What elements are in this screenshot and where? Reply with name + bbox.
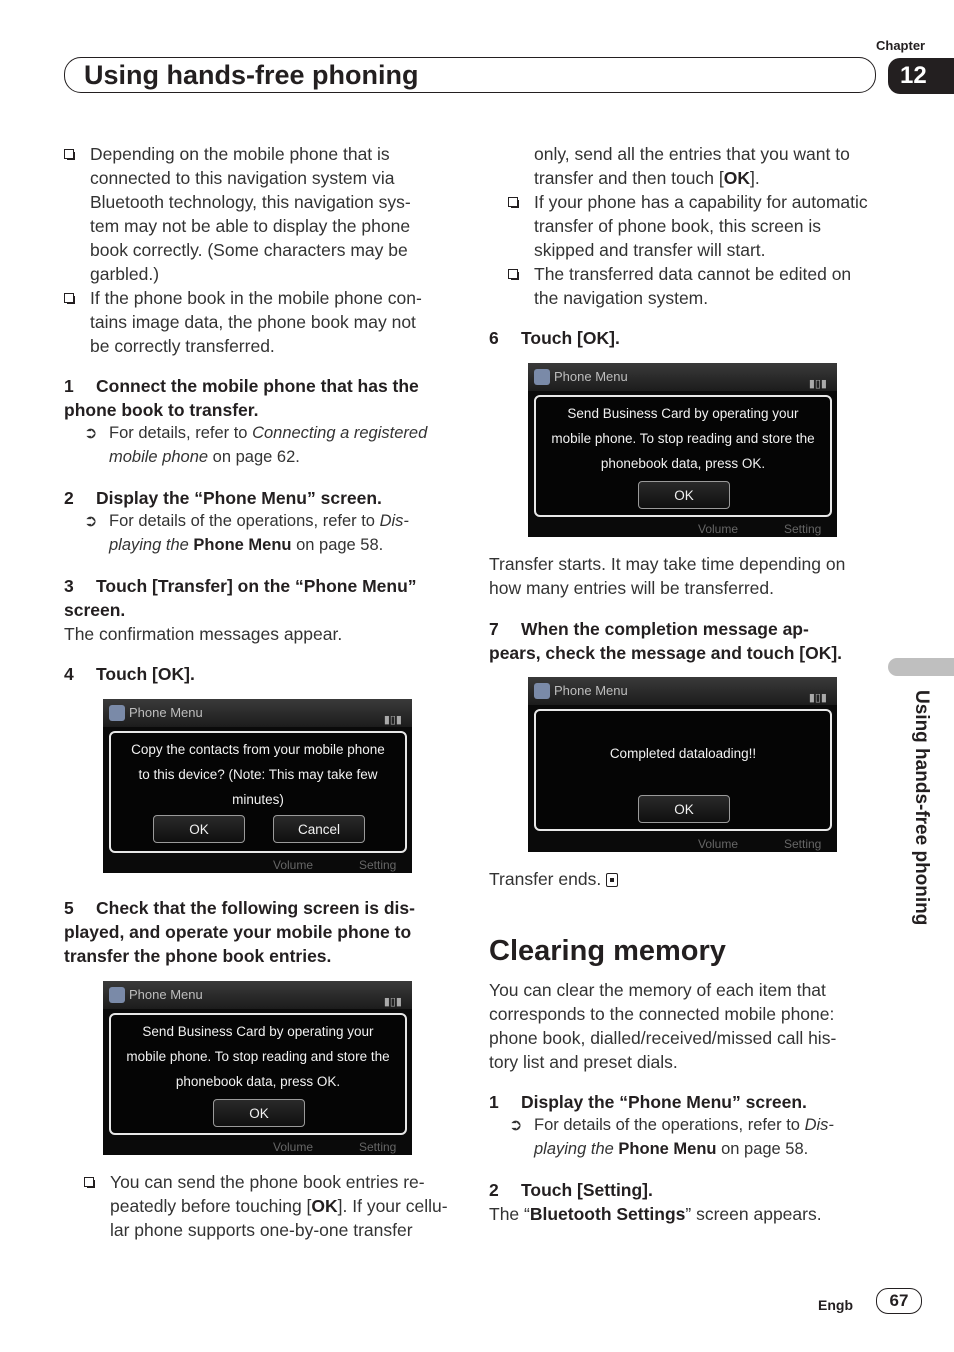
info-dialog: Send Business Card by operating your mobile phone. To stop reading and store the phonebook data, press OK. OK xyxy=(534,395,832,517)
checkbox-bullet-icon xyxy=(84,1177,94,1187)
chapter-number: 12 xyxy=(888,58,954,94)
ok-button[interactable]: OK xyxy=(153,815,245,843)
screen-footer: Volume Setting xyxy=(698,522,822,536)
phone-icon xyxy=(109,705,125,721)
end-mark-icon xyxy=(606,873,618,887)
clear-step-2: 2 Touch [Setting]. xyxy=(489,1180,653,1200)
step-6-body: Transfer starts. It may take time depending on how many entries will be transferred. xyxy=(489,554,846,598)
clear-step-1: 1 Display the “Phone Menu” screen. xyxy=(489,1092,807,1112)
screenshot-send-business-card xyxy=(103,981,412,1155)
phone-icon xyxy=(534,683,550,699)
signal-battery-icon: ▮▯▮ xyxy=(383,714,402,726)
checkbox-bullet-icon xyxy=(508,197,518,207)
side-section-label: Using hands-free phoning xyxy=(911,690,932,926)
step-1: 1 Connect the mobile phone that has the phone book to transfer. xyxy=(64,376,419,420)
ok-button[interactable]: OK xyxy=(213,1099,305,1127)
info-dialog: Send Business Card by operating your mobile phone. To stop reading and store the phonebook data, press OK. OK xyxy=(109,1013,407,1135)
checkbox-bullet-icon xyxy=(508,269,518,279)
step-2: 2 Display the “Phone Menu” screen. xyxy=(64,488,382,508)
step-2-reference: ➲ For details of the operations, refer to Dis- playing the Phone Menu on page 58. xyxy=(84,512,409,554)
screen-footer: Volume Setting xyxy=(273,1140,397,1154)
note-display-issue: Depending on the mobile phone that is connected to this navigation system via Bluetooth technology, this navigation sys- tem may not be able to display the phone book correctly. (Some characters may be garbled.) If the phone book in the mobile phone con- tains image data, the phone book may not be correctly transferred. xyxy=(64,142,464,358)
section-title: Clearing memory xyxy=(489,935,726,967)
screen-title-bar: Phone Menu ▮▯▮ xyxy=(103,699,412,727)
signal-battery-icon: ▮▯▮ xyxy=(808,378,827,390)
note-continued: only, send all the entries that you want to transfer and then touch [OK]. xyxy=(534,144,850,188)
ok-button[interactable]: OK xyxy=(638,481,730,509)
note-not-editable: The transferred data cannot be edited on the navigation system. xyxy=(508,262,884,310)
page-number: 67 xyxy=(876,1288,922,1314)
step-3: 3 Touch [Transfer] on the “Phone Menu” screen. xyxy=(64,576,417,620)
screenshot-send-business-card-2 xyxy=(528,363,837,537)
step-6: 6 Touch [OK]. xyxy=(489,328,620,348)
signal-battery-icon: ▮▯▮ xyxy=(383,996,402,1008)
step-4: 4 Touch [OK]. xyxy=(64,664,195,684)
checkbox-bullet-icon xyxy=(64,293,74,303)
screen-title-bar: Phone Menu ▮▯▮ xyxy=(528,363,837,391)
screenshot-completed xyxy=(528,677,837,852)
arrow-bullet-icon: ➲ xyxy=(509,1117,523,1134)
step-5: 5 Check that the following screen is dis- played, and operate your mobile phone to transfer the phone book entries. xyxy=(64,898,415,966)
page-title: Using hands-free phoning xyxy=(84,60,419,90)
language-code: Engb xyxy=(818,1297,853,1313)
screenshot-copy-contacts xyxy=(103,699,412,873)
phone-icon xyxy=(534,369,550,385)
completion-dialog: Completed dataloading!! OK xyxy=(534,709,832,831)
chapter-label: Chapter xyxy=(876,38,926,53)
step-1-reference: ➲ For details, refer to Connecting a registered mobile phone on page 62. xyxy=(84,424,428,466)
confirm-dialog: Copy the contacts from your mobile phone to this device? (Note: This may take few minutes) OK Cancel xyxy=(109,731,407,853)
side-tab-marker xyxy=(888,658,954,676)
screen-footer: Volume Setting xyxy=(273,858,397,872)
clear-step-2-body: The “Bluetooth Settings” screen appears. xyxy=(489,1204,822,1224)
screen-title-bar: Phone Menu ▮▯▮ xyxy=(103,981,412,1009)
phone-icon xyxy=(109,987,125,1003)
note-repeat-send: You can send the phone book entries re- peatedly before touching [OK]. If your cellu- lar phone supports one-by-one transfer xyxy=(84,1170,464,1242)
step-3-body: The confirmation messages appear. xyxy=(64,624,343,644)
note-auto-transfer: If your phone has a capability for automatic transfer of phone book, this screen is skipped and transfer will start. The transferred data cannot be edited on the navigation system. xyxy=(508,190,884,310)
screen-footer: Volume Setting xyxy=(698,837,822,851)
clear-step-1-reference: ➲ For details of the operations, refer to Dis- playing the Phone Menu on page 58. xyxy=(509,1116,834,1158)
section-body: You can clear the memory of each item that corresponds to the connected mobile phone: phone book, dialled/received/missed call his- tory list and preset dials. xyxy=(489,980,837,1072)
checkbox-bullet-icon xyxy=(64,149,74,159)
step-7-body: Transfer ends. xyxy=(489,867,869,891)
arrow-bullet-icon: ➲ xyxy=(84,513,98,530)
step-7: 7 When the completion message ap- pears, check the message and touch [OK]. xyxy=(489,619,843,663)
ok-button[interactable]: OK xyxy=(638,795,730,823)
cancel-button[interactable]: Cancel xyxy=(273,815,365,843)
signal-battery-icon: ▮▯▮ xyxy=(808,692,827,704)
screen-title-bar: Phone Menu ▮▯▮ xyxy=(528,677,837,705)
arrow-bullet-icon: ➲ xyxy=(84,425,98,442)
note-image-data: If the phone book in the mobile phone con- tains image data, the phone book may not be correctly transferred. xyxy=(64,286,464,358)
